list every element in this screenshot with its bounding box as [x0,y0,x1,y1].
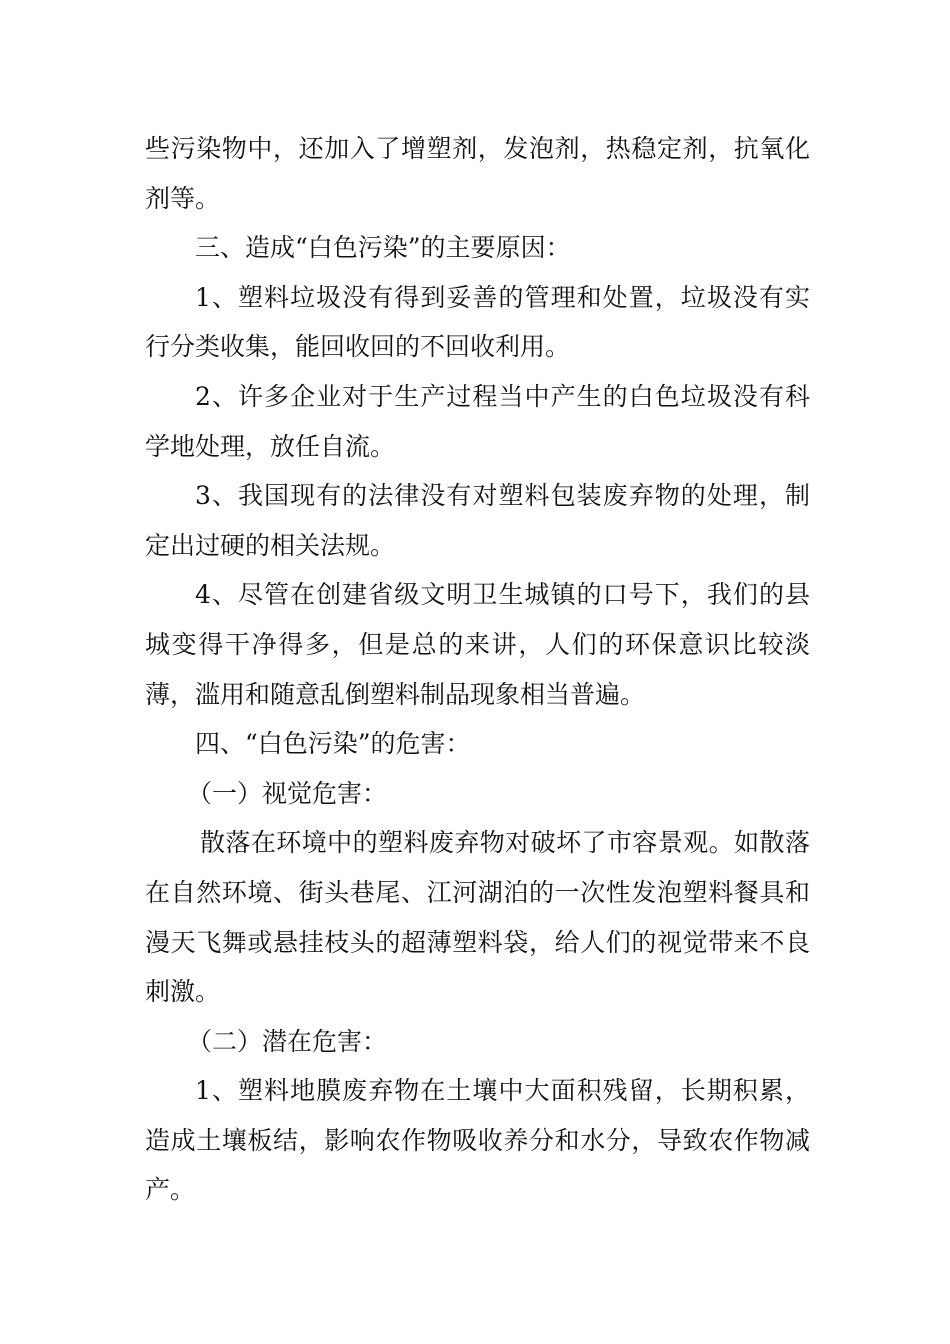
subheading-visual-harm: （一）视觉危害： [187,778,388,808]
section-heading-harms: 四、“白色污染”的危害： [195,729,471,759]
cause-item-1: 1、塑料垃圾没有得到妥善的管理和处置，垃圾没有实行分类收集，能回收回的不回收利用。 [145,282,810,362]
subheading-potential-harm: （二）潜在危害： [187,1026,388,1056]
potential-harm-item-1: 1、塑料地膜废弃物在土壤中大面积残留，长期积累，造成土壤板结，影响农作物吸收养分和水分，导致农作物减产。 [145,1076,810,1205]
cause-item-2: 2、许多企业对于生产过程当中产生的白色垃圾没有科学地处理，放任自流。 [145,381,810,461]
visual-harm-paragraph: 散落在环境中的塑料废弃物对破坏了市容景观。如散落在自然环境、街头巷尾、江河湖泊的一次性发泡塑料餐具和漫天飞舞或悬挂枝头的超薄塑料袋，给人们的视觉带来不良刺激。 [145,828,810,1007]
document-body [145,124,810,1215]
paragraph-continuation: 些污染物中，还加入了增塑剂，发泡剂，热稳定剂，抗氧化剂等。 [145,134,810,213]
cause-item-4: 4、尽管在创建省级文明卫生城镇的口号下，我们的县城变得干净得多，但是总的来讲，人们的环保意识比较淡薄，滥用和随意乱倒塑料制品现象相当普遍。 [145,580,810,709]
section-heading-causes: 三、造成“白色污染”的主要原因： [195,233,571,263]
cause-item-3: 3、我国现有的法律没有对塑料包装废弃物的处理，制定出过硬的相关法规。 [145,481,810,560]
